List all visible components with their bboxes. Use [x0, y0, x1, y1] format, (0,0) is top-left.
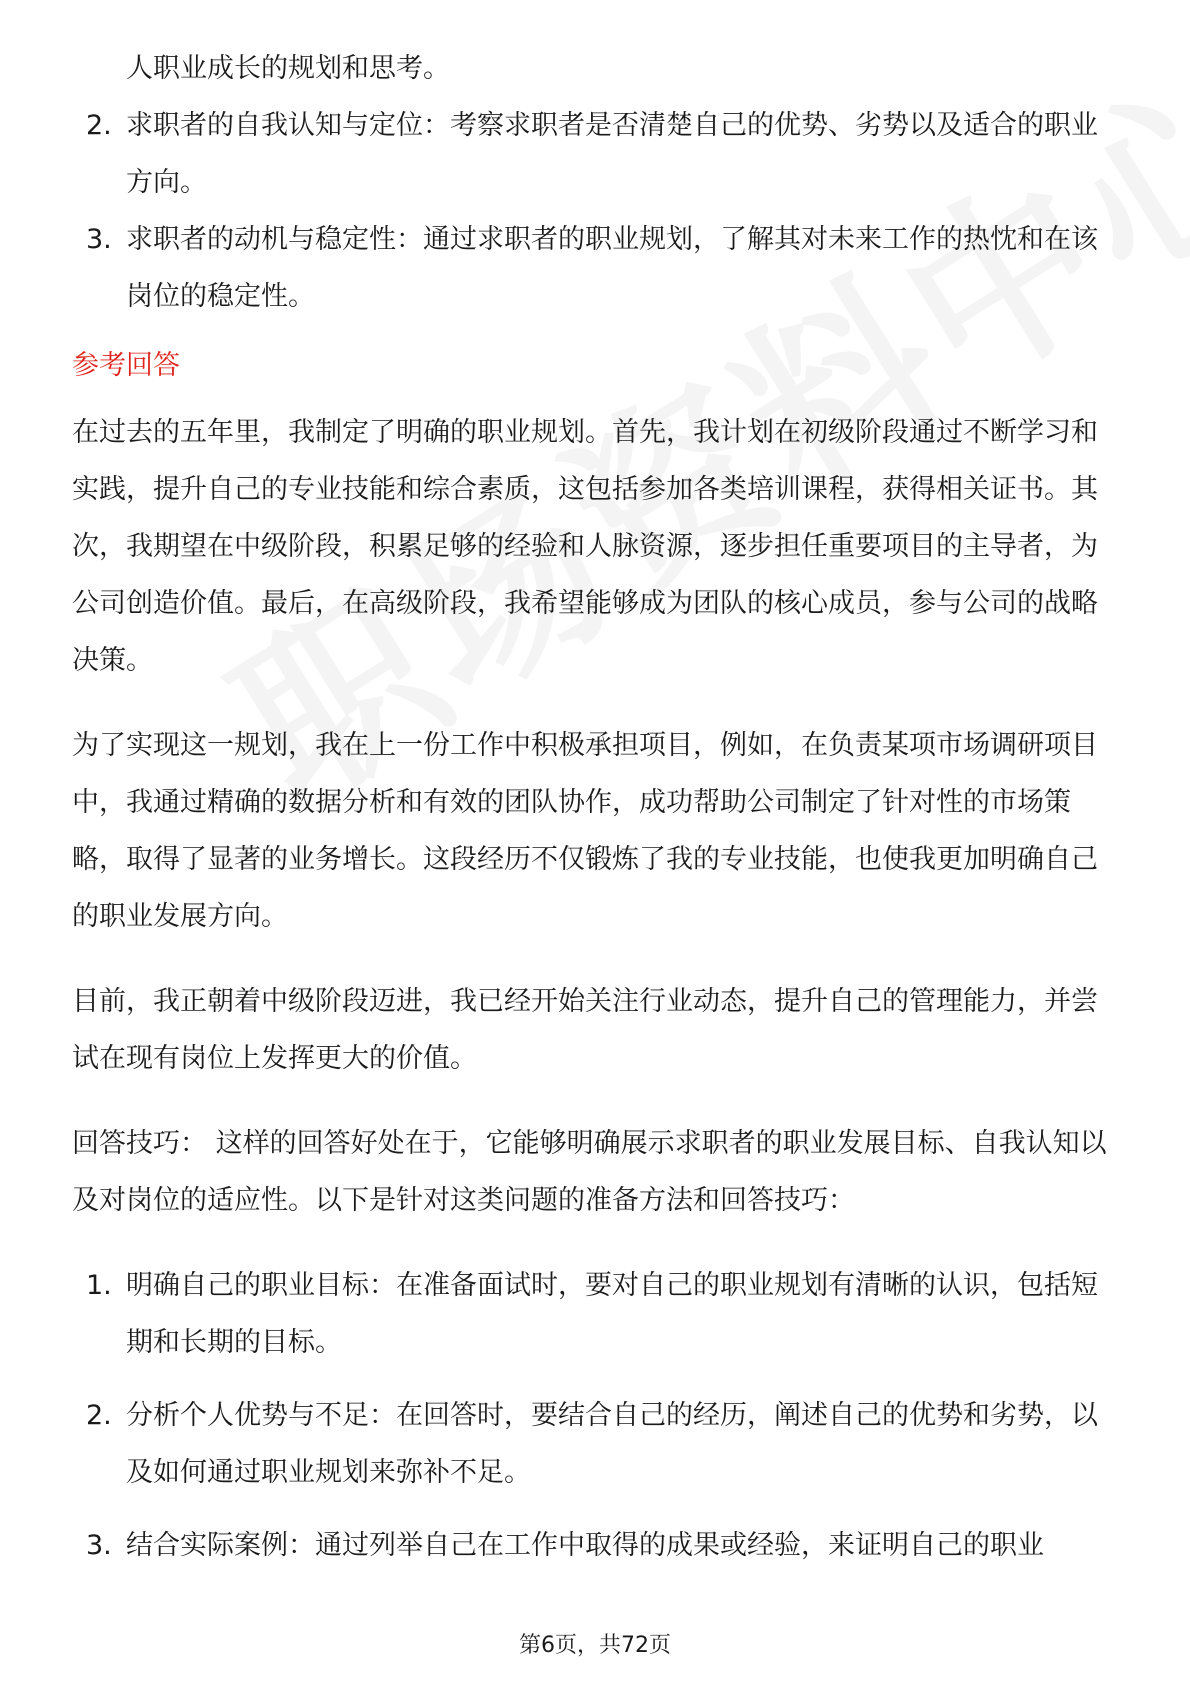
- answer-paragraph: 为了实现这一规划，我在上一份工作中积极承担项目，例如，在负责某项市场调研项目中，我通过精确的数据分析和有效的团队协作，成功帮助公司制定了针对性的市场策略，取得了显著的业务增长。这段经历不仅锻炼了我的专业技能，也使我更加明确自己的职业发展方向。: [72, 730, 1098, 932]
- list-text: 求职者的动机与稳定性：通过求职者的职业规划，了解其对未来工作的热忱和在该岗位的稳定性。: [126, 224, 1098, 312]
- list-number: 2.: [86, 110, 112, 141]
- list-item: [72, 97, 1122, 211]
- answer-paragraph: 目前，我正朝着中级阶段迈进，我已经开始关注行业动态，提升自己的管理能力，并尝试在现有岗位上发挥更大的价值。: [72, 986, 1098, 1074]
- list-text: 明确自己的职业目标：在准备面试时，要对自己的职业规划有清晰的认识，包括短期和长期的目标。: [126, 1270, 1098, 1358]
- answer-paragraph: 在过去的五年里，我制定了明确的职业规划。首先，我计划在初级阶段通过不断学习和实践，提升自己的专业技能和综合素质，这包括参加各类培训课程，获得相关证书。其次，我期望在中级阶段，积累足够的经验和人脉资源，逐步担任重要项目的主导者，为公司创造价值。最后，在高级阶段，我希望能够成为团队的核心成员，参与公司的战略决策。: [72, 417, 1098, 676]
- list-number: 3.: [86, 224, 112, 255]
- tips-intro-paragraph: 回答技巧： 这样的回答好处在于，它能够明确展示求职者的职业发展目标、自我认知以及对岗位的适应性。以下是针对这类问题的准备方法和回答技巧：: [72, 1128, 1107, 1216]
- purpose-list: [72, 97, 1122, 325]
- list-item: [72, 1387, 1122, 1501]
- document-page: [72, 40, 1122, 1574]
- list-text: 结合实际案例：通过列举自己在工作中取得的成果或经验，来证明自己的职业: [126, 1530, 1044, 1561]
- list-number: 2.: [86, 1400, 112, 1431]
- tips-list: [72, 1257, 1122, 1574]
- list-text: 分析个人优势与不足：在回答时，要结合自己的经历，阐述自己的优势和劣势，以及如何通过职业规划来弥补不足。: [126, 1400, 1098, 1488]
- list-item: [72, 1257, 1122, 1371]
- list-item: [72, 1517, 1122, 1574]
- page-footer: 第6页，共72页: [519, 1633, 671, 1658]
- list-number: 1.: [86, 1270, 112, 1301]
- list-text: 求职者的自我认知与定位：考察求职者是否清楚自己的优势、劣势以及适合的职业方向。: [126, 110, 1098, 198]
- list-number: 3.: [86, 1530, 112, 1561]
- list-item: [72, 211, 1122, 325]
- answer-heading: 参考回答: [72, 350, 180, 381]
- list-continuation: 人职业成长的规划和思考。: [126, 53, 450, 84]
